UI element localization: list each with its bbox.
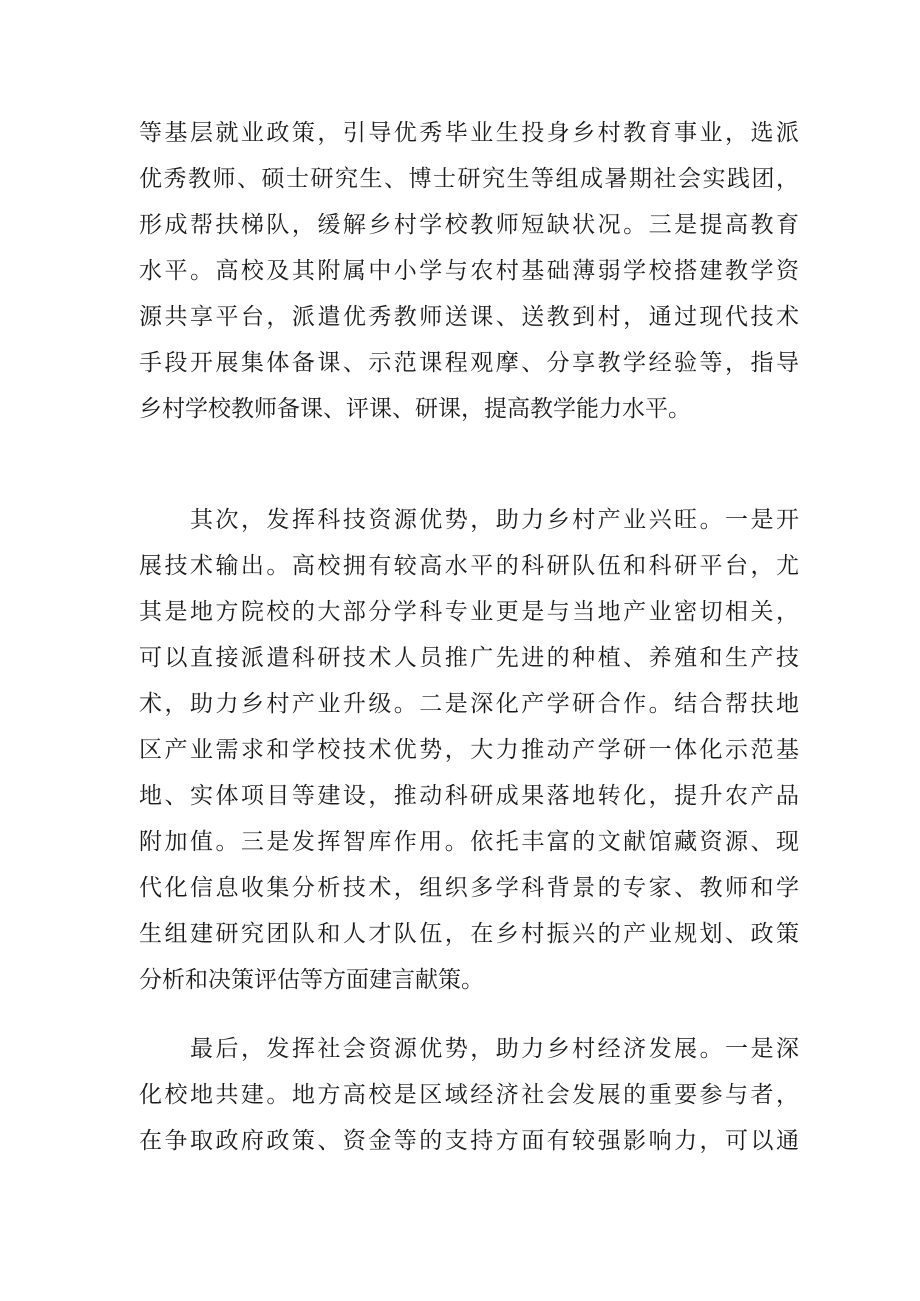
paragraph-line: 化校地共建。地方高校是区域经济社会发展的重要参与者， <box>139 1082 799 1108</box>
paragraph-line: 展技术输出。高校拥有较高水平的科研队伍和科研平台，尤 <box>139 553 799 579</box>
paragraph-line: 生组建研究团队和人才队伍，在乡村振兴的产业规划、政策 <box>139 921 799 947</box>
paragraph-line: 源共享平台，派遣优秀教师送课、送教到村，通过现代技术 <box>139 304 799 330</box>
paragraph-line: 乡村学校教师备课、评课、研课，提高教学能力水平。 <box>139 396 691 422</box>
paragraph-line: 最后，发挥社会资源优势，助力乡村经济发展。一是深 <box>190 1036 799 1062</box>
paragraph-line: 地、实体项目等建设，推动科研成果落地转化，提升农产品 <box>139 783 799 809</box>
paragraph-line: 术，助力乡村产业升级。二是深化产学研合作。结合帮扶地 <box>139 691 799 717</box>
paragraph-line: 区产业需求和学校技术优势，大力推动产学研一体化示范基 <box>139 737 799 763</box>
paragraph-line: 分析和决策评估等方面建言献策。 <box>139 967 484 993</box>
paragraph-line: 其次，发挥科技资源优势，助力乡村产业兴旺。一是开 <box>190 507 799 533</box>
paragraph-line: 手段开展集体备课、示范课程观摩、分享教学经验等，指导 <box>139 350 799 376</box>
paragraph-line: 形成帮扶梯队，缓解乡村学校教师短缺状况。三是提高教育 <box>139 212 799 238</box>
paragraph-line: 其是地方院校的大部分学科专业更是与当地产业密切相关， <box>139 599 799 625</box>
paragraph-line: 优秀教师、硕士研究生、博士研究生等组成暑期社会实践团， <box>139 166 799 192</box>
paragraph-line: 水平。高校及其附属中小学与农村基础薄弱学校搭建教学资 <box>139 258 799 284</box>
paragraph-line: 代化信息收集分析技术，组织多学科背景的专家、教师和学 <box>139 875 799 901</box>
paragraph-line: 在争取政府政策、资金等的支持方面有较强影响力，可以通 <box>139 1128 799 1154</box>
paragraph-line: 等基层就业政策，引导优秀毕业生投身乡村教育事业，选派 <box>139 120 799 146</box>
paragraph-line: 附加值。三是发挥智库作用。依托丰富的文献馆藏资源、现 <box>139 829 799 855</box>
paragraph-line: 可以直接派遣科研技术人员推广先进的种植、养殖和生产技 <box>139 645 799 671</box>
